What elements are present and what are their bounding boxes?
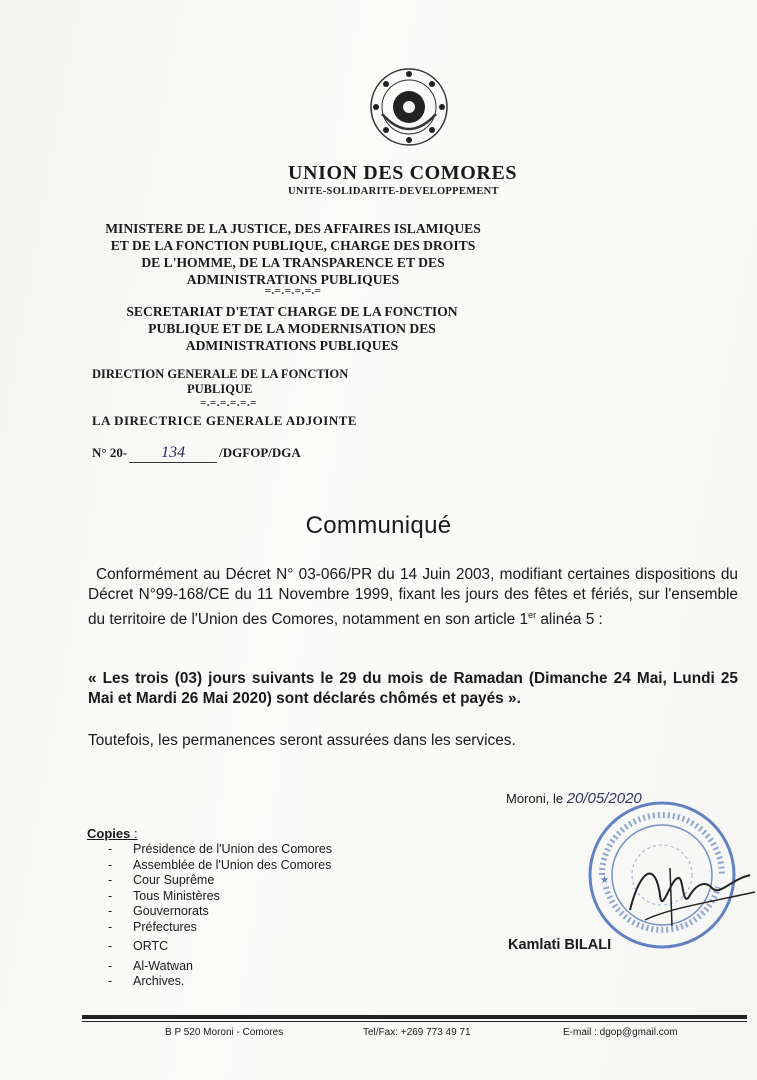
list-item-label: Présidence de l'Union des Comores [133, 842, 333, 856]
copies-label: Copies [87, 826, 131, 841]
secretariat-heading [62, 303, 522, 354]
reference-number [92, 444, 301, 463]
list-item [108, 959, 332, 975]
paragraph-holidays: « Les trois (03) jours suivants le 29 du mois de Ramadan (Dimanche 24 Mai, Lundi 25 Mai et Mardi 26 Mai 2020) sont déclarés chômés et payés ». [88, 670, 738, 707]
list-item-label: Tous Ministères [133, 888, 220, 903]
list-dash: - [108, 904, 113, 918]
ministry-line: DE L'HOMME, DE LA TRANSPARENCE ET DES [141, 255, 445, 270]
ref-prefix: N° 20- [92, 445, 128, 460]
handwritten-date: 20/05/2020 [566, 790, 642, 807]
list-item-label: Al-Watwan [133, 958, 193, 973]
footer-rule-thick [82, 1015, 747, 1019]
footer-rule-thin [82, 1021, 747, 1022]
footer-phone: Tel/Fax: +269 773 49 71 [363, 1027, 471, 1038]
directrice-title: LA DIRECTRICE GENERALE ADJOINTE [92, 413, 358, 428]
direction-line: PUBLIQUE [187, 382, 253, 396]
document-title: Communiqué [305, 512, 452, 539]
paragraph-services: Toutefois, les permanences seront assurées dans les services. [88, 732, 516, 749]
signer-name: Kamlati BILALI [508, 937, 612, 953]
ministry-heading [58, 220, 528, 288]
list-item-label: Gouvernorats [133, 904, 209, 918]
list-item [108, 920, 332, 936]
list-dash: - [108, 939, 113, 953]
list-item [108, 889, 332, 905]
ministry-line: ET DE LA FONCTION PUBLIQUE, CHARGE DES DROITS [110, 238, 476, 253]
list-item-label: Archives. [133, 974, 185, 988]
place-label: Moroni, le [506, 791, 564, 806]
list-dash: - [108, 888, 113, 903]
ministry-line: MINISTERE DE LA JUSTICE, DES AFFAIRES ISLAMIQUES [105, 221, 481, 236]
separator: =.=.=.=.=.= [264, 285, 322, 297]
list-item [108, 873, 332, 889]
ministry-line: ADMINISTRATIONS PUBLIQUES [186, 272, 400, 287]
list-item [108, 974, 332, 990]
footer-email: E-mail : dgop@gmail.com [563, 1027, 678, 1038]
decree-text-end: alinéa 5 : [536, 611, 603, 629]
list-item-label: ORTC [133, 939, 169, 953]
direction-line: DIRECTION GENERALE DE LA FONCTION [92, 367, 349, 381]
copies-colon: : [130, 826, 138, 841]
superscript: er [528, 610, 537, 620]
country-name: UNION DES COMORES [288, 162, 518, 184]
list-item [108, 939, 332, 955]
list-dash: - [108, 873, 113, 887]
ref-suffix: /DGFOP/DGA [219, 445, 301, 460]
national-motto: UNITE-SOLIDARITE-DEVELOPPEMENT [288, 186, 499, 197]
list-dash: - [108, 857, 113, 872]
footer-address: B P 520 Moroni - Comores [165, 1027, 284, 1038]
signature-scribble [600, 840, 757, 950]
secretariat-line: ADMINISTRATIONS PUBLIQUES [185, 338, 399, 353]
list-dash: - [108, 958, 113, 973]
list-item [108, 842, 332, 858]
direction-heading [92, 367, 392, 397]
list-item [108, 858, 332, 874]
decree-text: Conformément au Décret N° 03-066/PR du 14 Juin 2003, modifiant certaines dispositions du Décret N°99-168/CE du 11 Novembre 1999, fixant les jours des fêtes et fériés, sur l'ensemble du territoire de l'Union des Comores, notamment en son article 1 [88, 566, 738, 629]
copies-list [108, 842, 332, 990]
separator: =.=.=.=.=.= [200, 397, 257, 409]
secretariat-line: SECRETARIAT D'ETAT CHARGE DE LA FONCTION [126, 304, 458, 319]
copies-heading [87, 826, 138, 841]
coat-of-arms-emblem [368, 66, 450, 148]
list-item-label: Préfectures [133, 919, 197, 934]
secretariat-line: PUBLIQUE ET DE LA MODERNISATION DES [148, 321, 436, 336]
paragraph-decree [88, 565, 738, 630]
list-dash: - [108, 974, 113, 988]
list-item [108, 904, 332, 920]
list-item-label: Assemblée de l'Union des Comores [133, 857, 332, 872]
svg-text:★: ★ [600, 875, 609, 886]
list-dash: - [108, 919, 113, 934]
ref-number-handwritten: 134 [129, 444, 217, 463]
list-item-label: Cour Suprême [133, 873, 215, 887]
list-dash: - [108, 842, 113, 856]
